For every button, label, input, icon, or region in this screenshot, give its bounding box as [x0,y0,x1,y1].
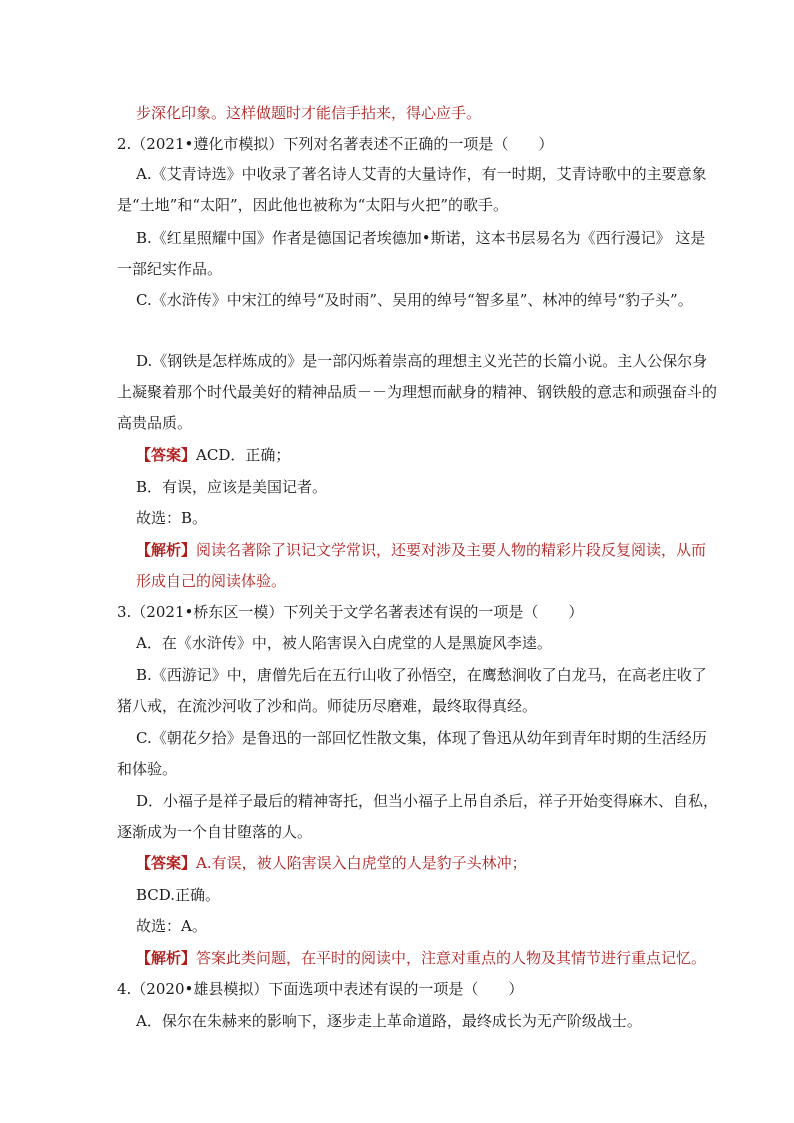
question-3-answer [136,853,527,873]
question-3-option-d: D．小福子是祥子最后的精神寄托，但当小福子上吊自杀后，祥子开始变得麻木、自私， [136,792,719,810]
question-2-stem: 2.（2021•遵化市模拟）下列对名著表述不正确的一项是（ ） [117,135,554,153]
question-4-stem: 4.（2020•雄县模拟）下面选项中表述有误的一项是（ ） [117,980,524,998]
question-2-option-d-cont2: 高贵品质。 [117,414,193,432]
question-2-option-a: A.《艾青诗选》中收录了著名诗人艾青的大量诗作，有一时期，艾青诗歌中的主要意象 [136,165,707,183]
analysis-label: 【解析】 [136,541,197,559]
question-3-answer-bcd: BCD.正确。 [136,886,221,904]
question-2-option-b-cont: 一部纪实作品。 [117,260,223,278]
answer-label: 【答案】 [136,854,197,872]
answer-label: 【答案】 [136,446,197,464]
analysis-label: 【解析】 [136,949,197,967]
question-4-option-a: A．保尔在朱赫来的影响下，逐步走上革命道路，最终成长为无产阶级战士。 [136,1012,642,1030]
question-2-option-b: B.《红星照耀中国》作者是德国记者埃德加•斯诺，这本书层易名为《西行漫记》 这是 [136,229,706,247]
question-2-analysis [136,540,706,560]
analysis-continuation: 步深化印象。这样做题时才能信手拈来，得心应手。 [136,104,482,122]
question-2-option-a-cont: 是“土地”和“太阳”，因此他也被称为“太阳与火把”的歌手。 [117,196,509,214]
question-3-option-c: C.《朝花夕拾》是鲁迅的一部回忆性散文集，体现了鲁迅从幼年到青年时期的生活经历 [136,729,707,747]
question-3-analysis [136,948,706,968]
answer-text: ACD．正确； [196,446,291,464]
question-3-stem: 3.（2021•桥东区一模）下列关于文学名著表述有误的一项是（ ） [117,603,584,621]
question-3-option-b-cont: 猪八戒，在流沙河收了沙和尚。师徒历尽磨难，最终取得真经。 [117,697,538,715]
question-2-answer [136,445,290,465]
analysis-text: 阅读名著除了识记文学常识，还要对涉及主要人物的精彩片段反复阅读，从而 [196,541,707,559]
question-3-option-d-cont: 逐渐成为一个自甘堕落的人。 [117,823,313,841]
question-3-option-a: A．在《水浒传》中，被人陷害误入白虎堂的人是黑旋风李逵。 [136,634,552,652]
question-3-choice: 故选：A。 [136,917,207,935]
question-2-choice: 故选：B。 [136,509,208,527]
question-2-answer-b: B．有误，应该是美国记者。 [136,478,328,496]
analysis-text: 答案此类问题，在平时的阅读中，注意对重点的人物及其情节进行重点记忆。 [196,949,707,967]
question-3-option-b: B.《西游记》中，唐僧先后在五行山收了孙悟空，在鹰愁涧收了白龙马，在高老庄收了 [136,666,707,684]
answer-text: A.有误，被人陷害误入白虎堂的人是豹子头林冲； [196,854,527,872]
question-2-option-d: D.《钢铁是怎样炼成的》是一部闪烁着崇高的理想主义光芒的长篇小说。主人公保尔身 [136,352,708,370]
question-2-option-c: C.《水浒传》中宋江的绰号“及时雨”、吴用的绰号“智多星”、林冲的绰号“豹子头”。 [136,291,693,309]
question-3-option-c-cont: 和体验。 [117,760,178,778]
question-2-option-d-cont: 上凝聚着那个时代最美好的精神品质－－为理想而献身的精神、钢铁般的意志和顽强奋斗的 [117,383,718,401]
question-2-analysis-cont: 形成自己的阅读体验。 [136,572,287,590]
